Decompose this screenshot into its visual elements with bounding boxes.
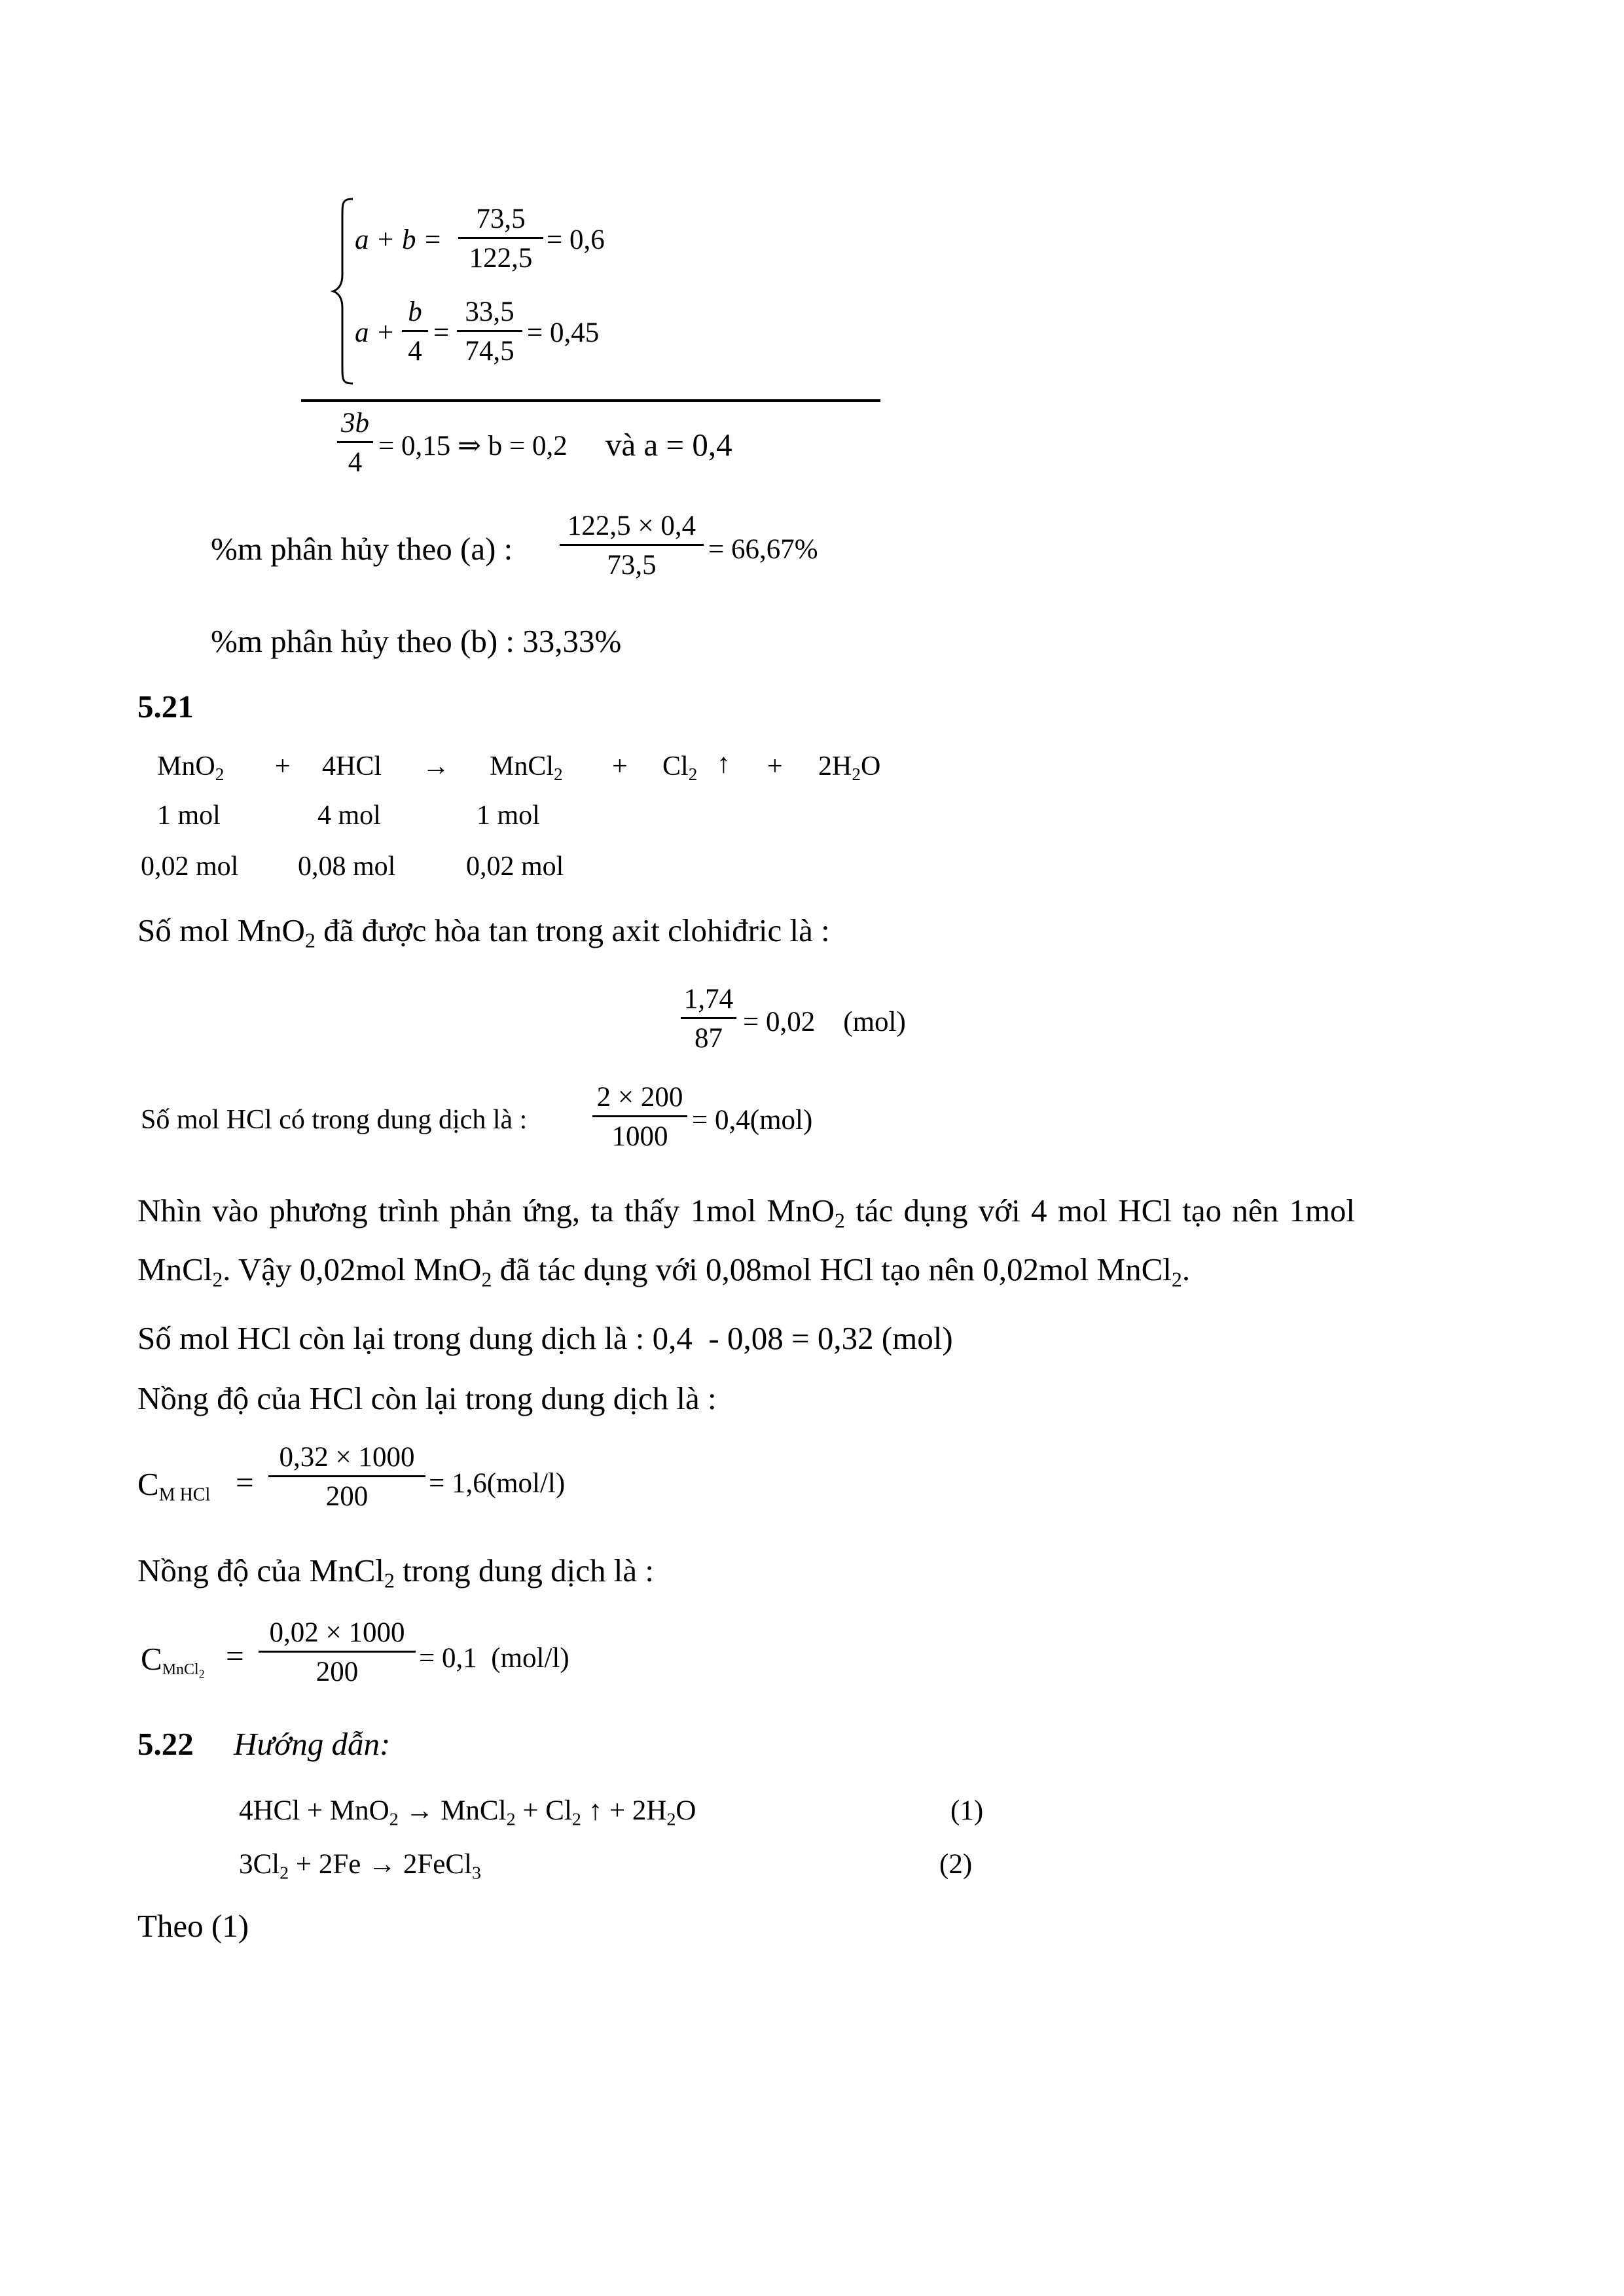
plus-sign: + — [767, 751, 783, 781]
hcl-result: = 0,4(mol) — [692, 1105, 813, 1136]
heading-5-22: 5.22 — [137, 1726, 194, 1762]
eq1-denominator: 122,5 — [469, 243, 533, 274]
sum-rule — [301, 399, 880, 402]
pct-a-denominator: 73,5 — [607, 550, 657, 581]
eq2-b-denominator: 4 — [408, 336, 422, 367]
paragraph-line-1: Nhìn vào phương trình phản ứng, ta thấy 1mol MnO$_2$ tác dụng với 4 mol HCl tạo nên 1mol — [137, 1193, 1356, 1232]
result-numerator: 3b — [341, 408, 369, 439]
pct-a-rhs: = 66,67% — [708, 534, 818, 565]
gas-up-arrow-icon: ↑ — [717, 749, 731, 779]
remaining-hcl-line: Số mol HCl còn lại trong dung dịch là : 0,4 - 0,08 = 0,32 (mol) — [137, 1320, 953, 1356]
result-rhs: = 0,15 ⇒ b = 0,2 — [378, 431, 568, 461]
mol-row2-c: 0,02 mol — [466, 852, 564, 882]
eq1-rhs: = 0,6 — [547, 224, 605, 255]
reactant-hcl: 4HCl — [322, 751, 382, 781]
pct-a-numerator: 122,5 × 0,4 — [567, 511, 696, 541]
product-h2o: $2H_2O$ — [818, 751, 881, 785]
product-mncl2: MnCl$_2$ — [490, 751, 563, 785]
c-mncl2-denominator: 200 — [316, 1657, 359, 1687]
c-hcl-denominator: 200 — [325, 1481, 369, 1512]
result-denominator: 4 — [348, 447, 363, 478]
plus-sign: + — [275, 751, 291, 781]
eq2-b-numerator: b — [408, 296, 422, 327]
mno2-fraction — [681, 985, 736, 1052]
equation-2: $3Cl_2 + 2Fe$ → 2FeCl$_3$ — [239, 1849, 481, 1884]
equation-1: 4HCl + MnO$_2$ → MnCl$_2$ + $Cl_2$ ↑ + $2H_2O$ — [239, 1795, 696, 1830]
eq1-fraction — [458, 205, 543, 272]
c-mncl2-label: $C_{MnCl_2}$ — [141, 1641, 205, 1681]
mno2-result: = 0,02 (mol) — [743, 1007, 906, 1037]
c-hcl-numerator: 0,32 × 1000 — [279, 1442, 415, 1473]
c-hcl-fraction — [268, 1443, 425, 1511]
mno2-moles-line: Số mol MnO$_2$ đã được hòa tan trong axit clohiđric là : — [137, 912, 830, 952]
c-hcl-equals: = — [236, 1464, 254, 1500]
eq1-numerator: 73,5 — [476, 204, 526, 234]
result-fraction — [337, 409, 373, 476]
eq2-denominator: 74,5 — [465, 336, 514, 367]
mncl2-concentration-heading: Nồng độ của MnCl$_2$ trong dung dịch là : — [137, 1552, 654, 1592]
result-tail: và a = 0,4 — [605, 427, 732, 463]
left-brace — [331, 196, 357, 386]
heading-5-21: 5.21 — [137, 689, 194, 725]
equation-2-number: (2) — [939, 1849, 973, 1880]
mol-row1-c: 1 mol — [477, 800, 540, 831]
mol-row2-a: 0,02 mol — [141, 852, 239, 882]
theo-1-line: Theo (1) — [137, 1908, 249, 1944]
guide-label: Hướng dẫn: — [234, 1726, 391, 1762]
mno2-numerator: 1,74 — [683, 984, 734, 1014]
hcl-denominator: 1000 — [611, 1121, 668, 1152]
mol-row1-a: 1 mol — [157, 800, 221, 831]
reaction-equation — [157, 749, 943, 792]
reactant-mno2: MnO$_2$ — [157, 751, 225, 785]
arrow-icon: → — [422, 751, 450, 781]
c-hcl-result: = 1,6(mol/l) — [429, 1468, 566, 1499]
c-mncl2-result: = 0,1 (mol/l) — [419, 1643, 569, 1674]
c-hcl-label: $C_{M HCl}$ — [137, 1466, 211, 1505]
mno2-denominator: 87 — [695, 1023, 723, 1054]
hcl-fraction — [592, 1083, 687, 1151]
eq2-b-fraction — [402, 298, 428, 365]
eq2-rhs: = 0,45 — [527, 317, 600, 348]
paragraph-line-2: MnCl$_2$. Vậy 0,02mol MnO$_2$ đã tác dụng với 0,08mol HCl tạo nên 0,02mol MnCl$_2$. — [137, 1251, 1191, 1291]
eq1-lhs: a + b = — [355, 224, 442, 255]
plus-sign: + — [612, 751, 628, 781]
pct-a-label: %m phân hủy theo (a) : — [211, 531, 513, 567]
eq2-equals: = — [433, 317, 450, 348]
eq2-numerator: 33,5 — [465, 296, 514, 327]
mol-row2-b: 0,08 mol — [298, 852, 396, 882]
hcl-numerator: 2 × 200 — [596, 1082, 683, 1113]
eq2-lhs: a + — [355, 317, 395, 348]
mol-row1-b: 4 mol — [317, 800, 381, 831]
c-mncl2-numerator: 0,02 × 1000 — [269, 1617, 405, 1648]
pct-b-line: %m phân hủy theo (b) : 33,33% — [211, 623, 622, 659]
c-mncl2-equals: = — [226, 1638, 244, 1674]
hcl-concentration-heading: Nồng độ của HCl còn lại trong dung dịch là : — [137, 1380, 717, 1416]
product-cl2: $Cl_2$ — [662, 751, 698, 785]
c-mncl2-fraction — [259, 1619, 416, 1686]
equation-1-number: (1) — [950, 1795, 984, 1826]
eq2-fraction — [457, 298, 522, 365]
pct-a-fraction — [560, 512, 704, 579]
hcl-moles-label: Số mol HCl có trong dung dịch là : — [141, 1105, 528, 1135]
